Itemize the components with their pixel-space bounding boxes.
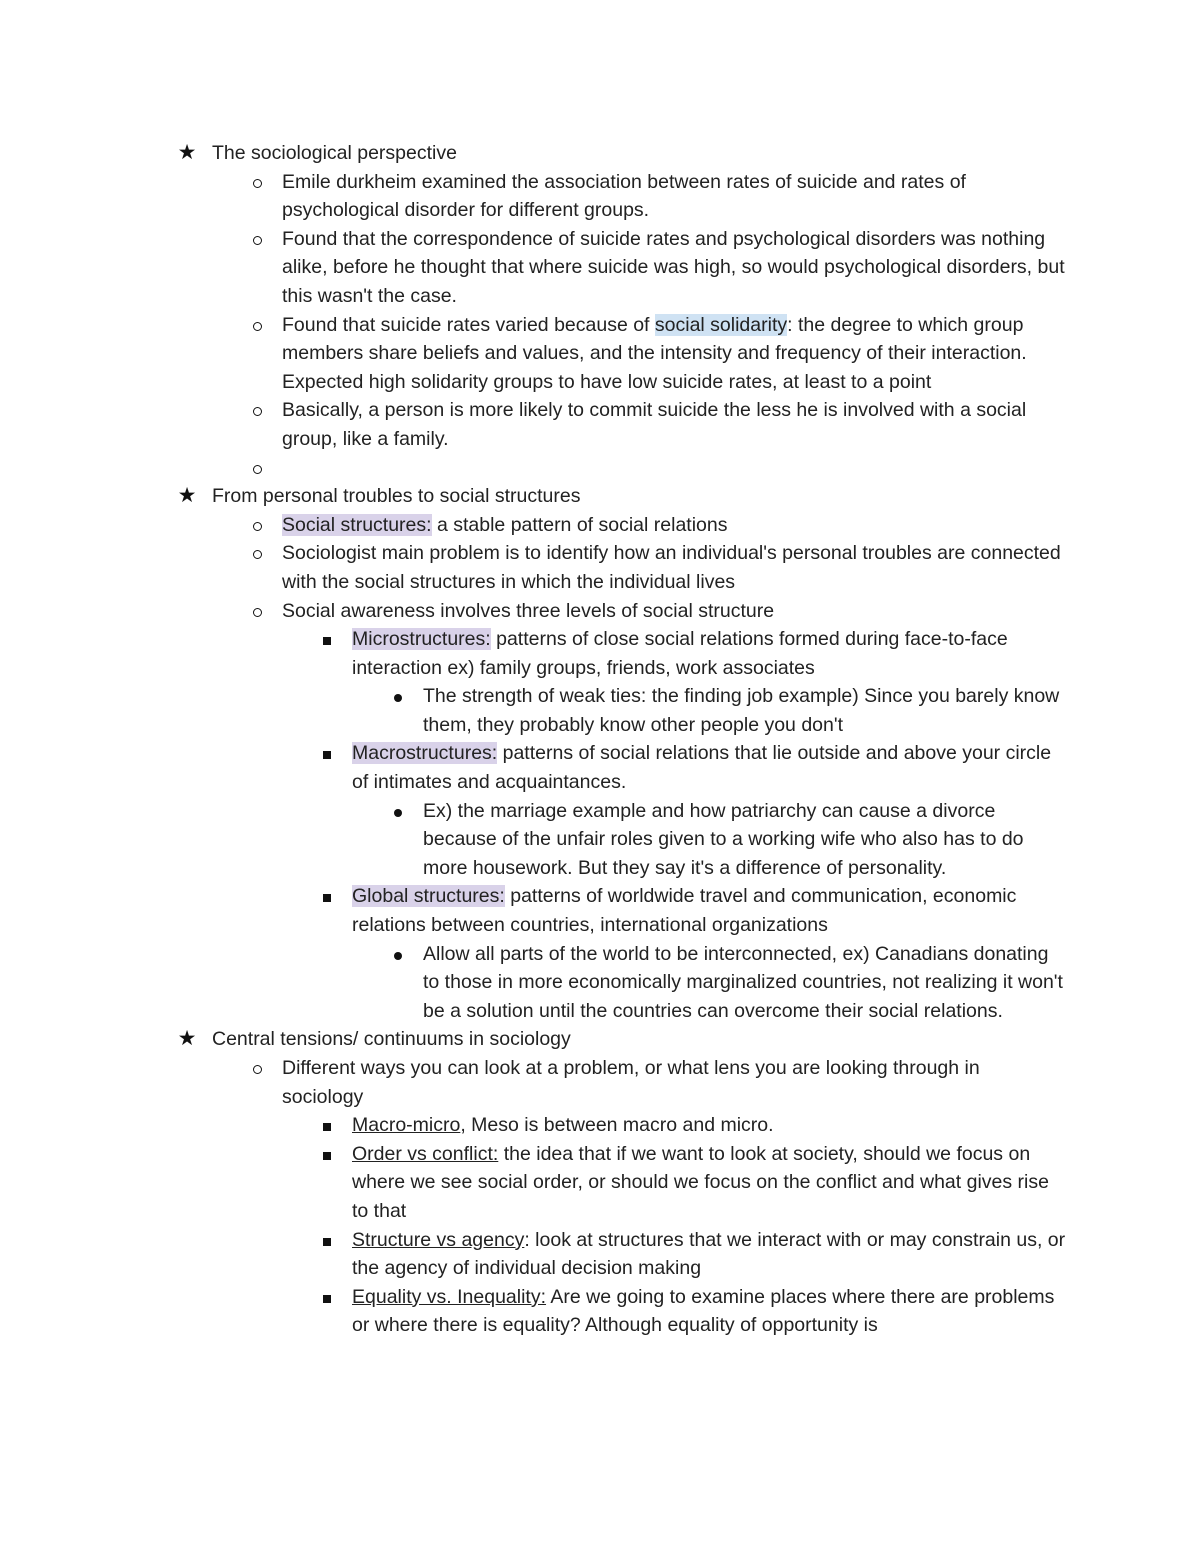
circle-bullet-icon — [246, 454, 268, 483]
item-text: patterns of close social relations formed during face-to-face interaction ex) family groups, friends, work associates — [352, 628, 1008, 679]
item-text: Basically, a person is more likely to commit suicide the less he is involved with a social group, like a family. — [282, 399, 1027, 450]
item-text: Emile durkheim examined the association between rates of suicide and rates of psychological disorder for different groups. — [282, 170, 966, 222]
square-bullet-icon — [316, 1111, 338, 1140]
list-item — [176, 682, 1066, 739]
item-text: Different ways you can look at a problem, or what lens you are looking through in sociology — [282, 1057, 980, 1108]
list-item — [176, 739, 1066, 796]
underlined-term: Equality vs. Inequality: — [352, 1285, 547, 1308]
item-text: Sociologist main problem is to identify how an individual's personal troubles are connected with the social structures in which the individual lives — [282, 542, 1061, 593]
list-item — [176, 396, 1066, 453]
list-item — [176, 940, 1066, 1026]
list-item — [176, 1226, 1066, 1283]
section-title: Central tensions/ continuums in sociology — [212, 1028, 571, 1051]
list-item — [176, 597, 1066, 626]
square-bullet-icon — [316, 1283, 338, 1312]
empty-list-item — [176, 454, 1066, 483]
square-bullet-icon — [316, 882, 338, 911]
circle-bullet-icon — [246, 539, 268, 568]
item-text: Ex) the marriage example and how patriarchy can cause a divorce because of the unfair roles given to a working wife who also has to do more housework. But they say it's a difference of personality. — [423, 799, 1024, 879]
item-text: patterns of social relations that lie outside and above your circle of intimates and acquaintances. — [352, 742, 1052, 794]
highlighted-term: Global structures: — [352, 885, 505, 908]
section-heading — [176, 139, 1066, 168]
section-heading — [176, 482, 1066, 511]
item-text: , Meso is between macro and micro. — [460, 1114, 774, 1137]
section-title: From personal troubles to social structures — [212, 485, 581, 508]
circle-bullet-icon — [246, 168, 268, 197]
circle-bullet-icon — [246, 311, 268, 340]
highlighted-term: Social structures: — [282, 513, 432, 536]
list-item — [176, 1140, 1066, 1226]
section-title: The sociological perspective — [212, 142, 457, 164]
star-bullet-icon: ★ — [177, 1027, 197, 1051]
list-item — [176, 625, 1066, 682]
section-heading — [176, 1025, 1066, 1054]
highlighted-term: Microstructures: — [352, 628, 491, 651]
list-item — [176, 1111, 1066, 1140]
item-text: Are we going to examine places where there are problems or where there is equality? Although equality of opportunity is — [352, 1285, 1055, 1337]
underlined-term: Macro-micro — [352, 1114, 461, 1137]
item-text: : look at structures that we interact with or may constrain us, or the agency of individual decision making — [352, 1228, 1066, 1280]
item-text: Social awareness involves three levels of social structure — [282, 599, 775, 622]
circle-bullet-icon — [246, 1054, 268, 1083]
item-text: : the degree to which group members share beliefs and values, and the intensity and frequency of their interaction. Expected high solidarity groups to have low suicide rates, at least to a point — [282, 313, 1027, 393]
dot-bullet-icon — [387, 682, 409, 711]
list-item — [176, 311, 1066, 397]
circle-bullet-icon — [246, 396, 268, 425]
item-text: patterns of worldwide travel and communication, economic relations between countries, international organizations — [352, 885, 1017, 937]
dot-bullet-icon — [387, 940, 409, 969]
circle-bullet-icon — [246, 511, 268, 540]
item-text: Found that suicide rates varied because of — [282, 313, 655, 336]
item-text: Found that the correspondence of suicide rates and psychological disorders was nothing alike, before he thought that where suicide was high, so would psychological disorders, but this wasn't the case. — [282, 227, 1065, 307]
underlined-term: Structure vs agency — [352, 1228, 525, 1251]
list-item — [176, 882, 1066, 939]
star-bullet-icon: ★ — [177, 141, 197, 164]
highlighted-term: Macrostructures: — [352, 742, 498, 765]
notes-content — [176, 139, 1066, 1340]
highlighted-term: social solidarity — [654, 313, 788, 336]
underlined-term: Order vs conflict: — [352, 1142, 499, 1165]
star-bullet-icon: ★ — [177, 484, 197, 508]
square-bullet-icon — [316, 625, 338, 654]
list-item — [176, 1054, 1066, 1111]
list-item — [176, 539, 1066, 596]
item-text: The strength of weak ties: the finding job example) Since you barely know them, they probably know other people you don't — [423, 685, 1060, 736]
list-item — [176, 225, 1066, 311]
circle-bullet-icon — [246, 597, 268, 626]
square-bullet-icon — [316, 1226, 338, 1255]
item-text: Allow all parts of the world to be interconnected, ex) Canadians donating to those in more economically marginalized countries, not realizing it won't be a solution until the countries can overcome their social relations. — [423, 942, 1063, 1022]
item-text: the idea that if we want to look at society, should we focus on where we see social order, or should we focus on the conflict and what gives rise to that — [352, 1142, 1049, 1222]
list-item — [176, 511, 1066, 540]
item-text: a stable pattern of social relations — [431, 513, 728, 536]
list-item — [176, 1283, 1066, 1340]
list-item — [176, 797, 1066, 883]
square-bullet-icon — [316, 739, 338, 768]
list-item — [176, 168, 1066, 225]
dot-bullet-icon — [387, 797, 409, 826]
square-bullet-icon — [316, 1140, 338, 1169]
circle-bullet-icon — [246, 225, 268, 254]
